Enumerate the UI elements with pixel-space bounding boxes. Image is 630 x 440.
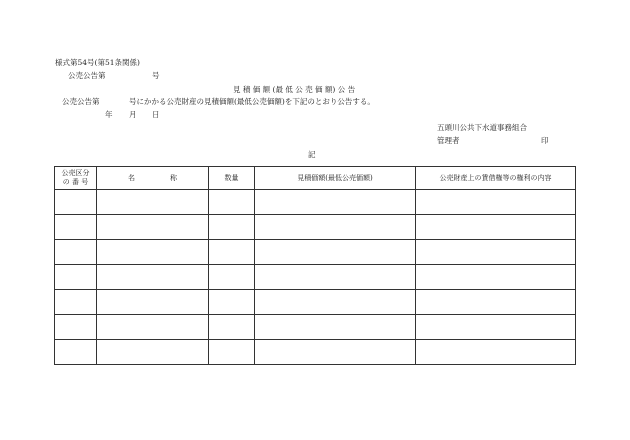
date-month: 月 (129, 110, 137, 119)
table-cell (97, 290, 209, 315)
header-quantity: 数量 (209, 167, 255, 190)
manager-label: 管理者 (437, 136, 460, 145)
table-row (55, 315, 576, 340)
table-row (55, 215, 576, 240)
header-lot-number-line2: の 番 号 (62, 178, 89, 186)
table-cell (416, 215, 576, 240)
table-cell (255, 290, 416, 315)
table-cell (97, 340, 209, 365)
header-estimated-price: 見積価額(最低公売価額) (255, 167, 416, 190)
header-name: 名 称 (97, 167, 209, 190)
body-text: 号にかかる公売財産の見積価額(最低公売価額)を下記のとおり公告する。 (129, 97, 375, 106)
notice-number-prefix: 公売公告第 (68, 71, 106, 80)
table-cell (55, 215, 97, 240)
form-number: 様式第54号(第51条関係) (55, 58, 140, 67)
header-lease-rights: 公売財産上の賃借権等の権利の内容 (416, 167, 576, 190)
table-cell (255, 215, 416, 240)
table-cell (55, 340, 97, 365)
table-cell (416, 290, 576, 315)
header-lot-number (55, 167, 97, 190)
table-cell (255, 265, 416, 290)
document-title: 見 積 価 額 (最 低 公 売 価 額) 公 告 (233, 85, 356, 94)
table-cell (416, 190, 576, 215)
table-cell (209, 190, 255, 215)
body-text-prefix: 公売公告第 (62, 97, 100, 106)
table-cell (416, 315, 576, 340)
table-cell (97, 315, 209, 340)
table-row (55, 265, 576, 290)
table-cell (255, 190, 416, 215)
date-year: 年 (105, 110, 113, 119)
table-row (55, 290, 576, 315)
table-cell (209, 315, 255, 340)
header-lot-number-line1: 公売区分 (61, 169, 90, 178)
table-cell (55, 240, 97, 265)
table-cell (255, 315, 416, 340)
table-cell (209, 265, 255, 290)
table-row (55, 190, 576, 215)
table-header-row (55, 167, 576, 190)
table-cell (416, 265, 576, 290)
table-row (55, 340, 576, 365)
notice-number-suffix: 号 (152, 71, 160, 80)
table-cell (55, 190, 97, 215)
table-cell (97, 190, 209, 215)
table-cell (209, 215, 255, 240)
table-cell (255, 240, 416, 265)
table-cell (97, 240, 209, 265)
table-cell (55, 265, 97, 290)
issuer-organization: 五頭川公共下水道事務組合 (437, 123, 527, 132)
table-cell (55, 290, 97, 315)
table-cell (209, 290, 255, 315)
table-cell (209, 240, 255, 265)
table-row (55, 240, 576, 265)
table-cell (97, 215, 209, 240)
table-cell (97, 265, 209, 290)
date-day: 日 (152, 110, 160, 119)
auction-property-table (54, 166, 576, 365)
table-cell (55, 315, 97, 340)
table-cell (416, 240, 576, 265)
seal-mark: 印 (541, 136, 549, 145)
table-cell (255, 340, 416, 365)
table-cell (209, 340, 255, 365)
table-cell (416, 340, 576, 365)
ki-label: 記 (308, 150, 316, 159)
